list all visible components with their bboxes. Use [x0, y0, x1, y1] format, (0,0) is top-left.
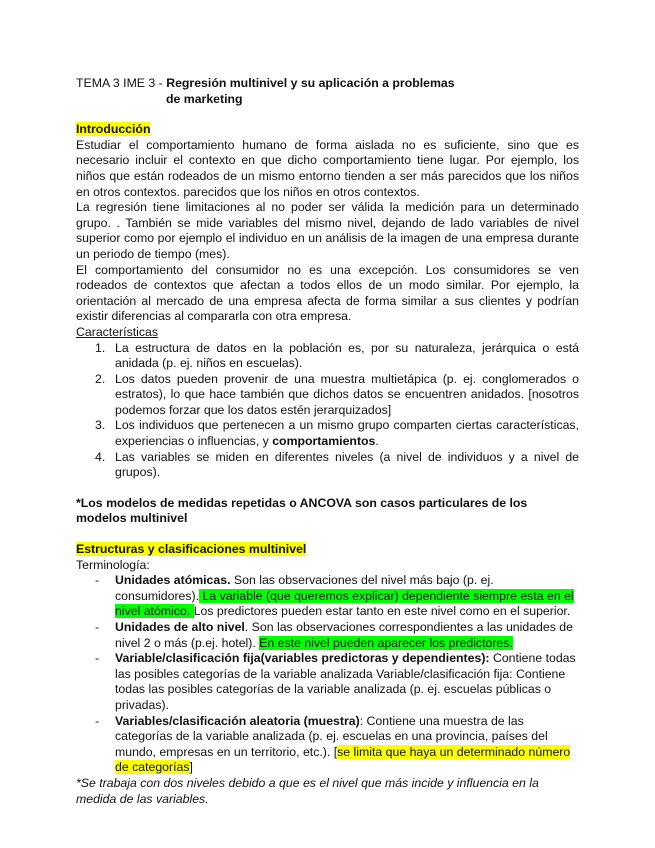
- intro-paragraph-2: La regresión tiene limitaciones al no poder ser válida la medición para un determinado grupo. . También se mide variables del mismo nivel, dejando de lado variables de nivel superior como por ejemplo el individuo en un análisis de la imagen de una empresa durante un periodo de tiempo (mes).: [76, 200, 579, 261]
- title-main: Regresión multinivel y su aplicación a problemas: [166, 76, 455, 90]
- term-text: Son las observaciones del nivel más bajo (p. ej. consumidores).: [115, 573, 494, 603]
- list-dash: -: [95, 651, 100, 666]
- term-text-after: ]: [189, 760, 193, 775]
- list-number: 3.: [95, 418, 106, 433]
- list-item: [76, 341, 579, 372]
- term-highlight: se limita que haya un determinado número de categorías: [115, 744, 571, 775]
- ancova-note: *Los modelos de medidas repetidas o ANCOVA son casos particulares de los modelos multinivel: [76, 495, 528, 526]
- term-text-after: Los predictores pueden estar tanto en este nivel como en el superior.: [193, 604, 571, 619]
- list-item-text: Las variables se miden en diferentes niveles (a nivel de individuos y a nivel de grupos).: [115, 449, 579, 480]
- characteristics-list: [76, 341, 579, 481]
- list-item: [76, 573, 579, 620]
- term: Variables/clasificación aleatoria (muestra): [115, 713, 360, 728]
- list-item: [76, 450, 579, 481]
- term-text: . Son las observaciones correspondientes a las unidades de nivel 2 o más (p.ej. hotel).: [115, 620, 573, 650]
- list-item-text: Los individuos que pertenecen a un mismo grupo comparten ciertas características, experiencias o influencias, y: [115, 418, 579, 449]
- intro-heading: [76, 122, 579, 138]
- document-title: [76, 76, 579, 92]
- list-dash: -: [95, 713, 100, 728]
- list-item: [76, 372, 579, 419]
- intro-heading-text: Introducción: [76, 122, 151, 137]
- structures-heading: [76, 542, 579, 558]
- term-text: : Contiene una muestra de las categorías de la variable analizada (p. ej. escuelas en una provincia, países del mundo, empresas en un territorio, etc.). [: [115, 713, 548, 759]
- title-continuation: de marketing: [166, 91, 243, 106]
- list-number: 1.: [95, 340, 106, 355]
- list-item: [76, 418, 579, 449]
- list-item-text-after: .: [375, 434, 379, 449]
- list-item: [76, 620, 579, 651]
- list-item-text: Los datos pueden provenir de una muestra multietápica (p. ej. conglomerados o estratos), lo que hace también que dichos datos se encuentren anidados. [nosotros podemos forzar que los datos estén jerarquizados]: [115, 371, 579, 417]
- term: Unidades de alto nivel: [115, 620, 245, 634]
- terminology-list: [76, 573, 579, 776]
- title-prefix: TEMA 3 IME 3 -: [76, 76, 167, 90]
- list-item-text: La estructura de datos en la población es, por su naturaleza, jerárquica o está anidada (p. ej. niños en escuelas).: [115, 340, 579, 371]
- term-highlight: En este nivel pueden aparecer los predictores.: [259, 635, 513, 650]
- list-number: 2.: [95, 371, 106, 386]
- term: Variable/clasificación fija(variables predictoras y dependientes):: [115, 651, 490, 666]
- terminology-label: Terminología:: [76, 557, 150, 572]
- term-text: Contiene todas las posibles categorías de la variable analizada Variable/clasificación fija: Contiene todas las posibles categorías de la variable analizada (p. ej. escuelas públicas o privadas).: [115, 651, 576, 712]
- term: Unidades atómicas.: [115, 573, 231, 588]
- intro-paragraph-1: Estudiar el comportamiento humano de forma aislada no es suficiente, sino que es necesario incluir el contexto en que dicho comportamiento tiene lugar. Por ejemplo, los niños que están rodeados de un mismo entorno tienden a ser más parecidos que los niños en otros contextos. parecidos que los niños en otros contextos.: [76, 137, 579, 199]
- structures-heading-text: Estructuras y clasificaciones multinivel: [76, 542, 307, 557]
- intro-paragraph-3: El comportamiento del consumidor no es una excepción. Los consumidores se ven rodeados de contextos que afectan a todos ellos de un modo similar. Por ejemplo, la orientación al mercado de una empresa afecta de forma similar a sus clientes y podrían existir diferencias al compararla con otra empresa.: [76, 262, 579, 324]
- list-dash: -: [95, 573, 100, 588]
- list-item-bold: comportamientos: [272, 434, 376, 449]
- footnote: *Se trabaja con dos niveles debido a que es el nivel que más incide y influencia en la medida de las variables.: [76, 775, 539, 806]
- characteristics-label: Características: [76, 324, 159, 339]
- list-item: [76, 714, 579, 776]
- list-dash: -: [95, 620, 100, 634]
- document-page: [76, 76, 579, 807]
- list-item: [76, 651, 579, 713]
- list-number: 4.: [95, 449, 106, 464]
- term-highlight: La variable (que queremos explicar) dependiente siempre esta en el nivel atómico.: [115, 588, 574, 619]
